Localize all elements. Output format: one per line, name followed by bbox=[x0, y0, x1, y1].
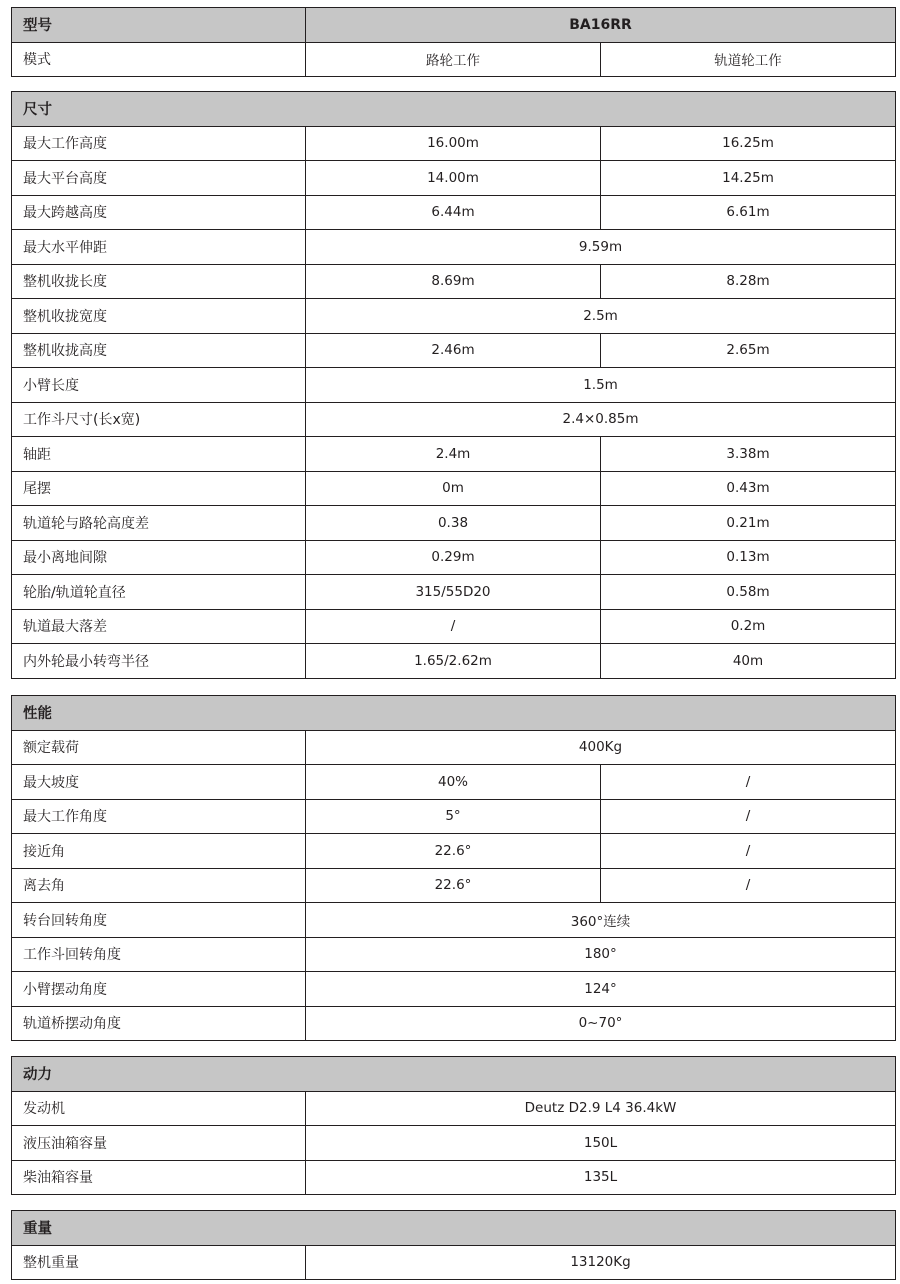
spec-row bbox=[12, 471, 896, 506]
spec-row bbox=[12, 368, 896, 403]
spec-value: 2.4×0.85m bbox=[306, 402, 896, 437]
spec-value: 1.5m bbox=[306, 368, 896, 403]
spec-row bbox=[12, 730, 896, 765]
spec-label: 转台回转角度 bbox=[12, 903, 306, 938]
spec-road-value: 6.44m bbox=[306, 195, 601, 230]
spec-label: 最大工作角度 bbox=[12, 799, 306, 834]
spec-value: 0~70° bbox=[306, 1006, 896, 1041]
spec-label: 小臂摆动角度 bbox=[12, 972, 306, 1007]
spec-road-value: 22.6° bbox=[306, 834, 601, 869]
spec-value: 150L bbox=[306, 1126, 896, 1161]
spec-label: 发动机 bbox=[12, 1091, 306, 1126]
performance-table bbox=[11, 695, 896, 1041]
spec-label: 最大水平伸距 bbox=[12, 230, 306, 265]
spec-value: 400Kg bbox=[306, 730, 896, 765]
spec-road-value: 0.38 bbox=[306, 506, 601, 541]
spec-value: Deutz D2.9 L4 36.4kW bbox=[306, 1091, 896, 1126]
section-title: 尺寸 bbox=[12, 92, 896, 127]
spec-row bbox=[12, 765, 896, 800]
spec-road-value: 5° bbox=[306, 799, 601, 834]
spec-row bbox=[12, 437, 896, 472]
spec-rail-value: 6.61m bbox=[601, 195, 896, 230]
spec-value: 124° bbox=[306, 972, 896, 1007]
spec-road-value: 0m bbox=[306, 471, 601, 506]
spec-value: 180° bbox=[306, 937, 896, 972]
spec-road-value: 40% bbox=[306, 765, 601, 800]
spec-label: 额定载荷 bbox=[12, 730, 306, 765]
spec-value: 9.59m bbox=[306, 230, 896, 265]
spec-row bbox=[12, 1126, 896, 1161]
spec-row bbox=[12, 402, 896, 437]
spec-row bbox=[12, 161, 896, 196]
model-table bbox=[11, 7, 896, 77]
spec-label: 尾摆 bbox=[12, 471, 306, 506]
spec-row bbox=[12, 1006, 896, 1041]
spec-label: 离去角 bbox=[12, 868, 306, 903]
spec-road-value: 315/55D20 bbox=[306, 575, 601, 610]
spec-road-value: 22.6° bbox=[306, 868, 601, 903]
spec-label: 轨道桥摆动角度 bbox=[12, 1006, 306, 1041]
spec-rail-value: 3.38m bbox=[601, 437, 896, 472]
spec-road-value: 0.29m bbox=[306, 540, 601, 575]
model-row bbox=[12, 8, 896, 43]
spec-row bbox=[12, 644, 896, 679]
spec-road-value: 2.4m bbox=[306, 437, 601, 472]
spec-rail-value: 40m bbox=[601, 644, 896, 679]
spec-row bbox=[12, 230, 896, 265]
spec-row bbox=[12, 126, 896, 161]
spec-label: 工作斗回转角度 bbox=[12, 937, 306, 972]
weight-table bbox=[11, 1210, 896, 1280]
spec-label: 接近角 bbox=[12, 834, 306, 869]
spec-label: 内外轮最小转弯半径 bbox=[12, 644, 306, 679]
section-header-row bbox=[12, 1057, 896, 1092]
spec-rail-value: / bbox=[601, 765, 896, 800]
spec-label: 轮胎/轨道轮直径 bbox=[12, 575, 306, 610]
spec-label: 柴油箱容量 bbox=[12, 1160, 306, 1195]
spec-value: 360°连续 bbox=[306, 903, 896, 938]
spec-road-value: 8.69m bbox=[306, 264, 601, 299]
section-header-row bbox=[12, 1211, 896, 1246]
section-title: 动力 bbox=[12, 1057, 896, 1092]
spec-row bbox=[12, 1091, 896, 1126]
spec-rail-value: 2.65m bbox=[601, 333, 896, 368]
spec-row bbox=[12, 799, 896, 834]
spec-row bbox=[12, 903, 896, 938]
spec-row bbox=[12, 972, 896, 1007]
spec-rail-value: / bbox=[601, 868, 896, 903]
spec-rail-value: 0.21m bbox=[601, 506, 896, 541]
spec-row bbox=[12, 1160, 896, 1195]
spec-road-value: 2.46m bbox=[306, 333, 601, 368]
spec-label: 轴距 bbox=[12, 437, 306, 472]
spec-row bbox=[12, 195, 896, 230]
spec-rail-value: 16.25m bbox=[601, 126, 896, 161]
section-title: 重量 bbox=[12, 1211, 896, 1246]
spec-row bbox=[12, 506, 896, 541]
section-title: 性能 bbox=[12, 696, 896, 731]
mode-label: 模式 bbox=[12, 42, 306, 77]
spec-label: 最大跨越高度 bbox=[12, 195, 306, 230]
spec-rail-value: 0.2m bbox=[601, 609, 896, 644]
spec-label: 轨道轮与路轮高度差 bbox=[12, 506, 306, 541]
spec-value: 13120Kg bbox=[306, 1245, 896, 1280]
mode-rail: 轨道轮工作 bbox=[601, 42, 896, 77]
spec-rail-value: 8.28m bbox=[601, 264, 896, 299]
spec-label: 工作斗尺寸(长x宽) bbox=[12, 402, 306, 437]
section-header-row bbox=[12, 92, 896, 127]
dimensions-table bbox=[11, 91, 896, 679]
spec-row bbox=[12, 868, 896, 903]
spec-row bbox=[12, 264, 896, 299]
spec-label: 液压油箱容量 bbox=[12, 1126, 306, 1161]
spec-rail-value: / bbox=[601, 834, 896, 869]
spec-rail-value: 14.25m bbox=[601, 161, 896, 196]
spec-label: 整机收拢宽度 bbox=[12, 299, 306, 334]
spec-row bbox=[12, 834, 896, 869]
section-header-row bbox=[12, 696, 896, 731]
spec-label: 小臂长度 bbox=[12, 368, 306, 403]
power-table bbox=[11, 1056, 896, 1195]
spec-value: 135L bbox=[306, 1160, 896, 1195]
spec-label: 最大工作高度 bbox=[12, 126, 306, 161]
spec-road-value: 16.00m bbox=[306, 126, 601, 161]
spec-label: 整机重量 bbox=[12, 1245, 306, 1280]
spec-row bbox=[12, 937, 896, 972]
spec-rail-value: / bbox=[601, 799, 896, 834]
spec-label: 最大平台高度 bbox=[12, 161, 306, 196]
model-label: 型号 bbox=[12, 8, 306, 43]
spec-row bbox=[12, 299, 896, 334]
mode-row bbox=[12, 42, 896, 77]
spec-label: 整机收拢高度 bbox=[12, 333, 306, 368]
mode-road: 路轮工作 bbox=[306, 42, 601, 77]
spec-row bbox=[12, 333, 896, 368]
spec-row bbox=[12, 609, 896, 644]
spec-road-value: / bbox=[306, 609, 601, 644]
spec-rail-value: 0.43m bbox=[601, 471, 896, 506]
spec-row bbox=[12, 575, 896, 610]
spec-road-value: 14.00m bbox=[306, 161, 601, 196]
spec-rail-value: 0.13m bbox=[601, 540, 896, 575]
spec-label: 最大坡度 bbox=[12, 765, 306, 800]
spec-row bbox=[12, 1245, 896, 1280]
spec-value: 2.5m bbox=[306, 299, 896, 334]
spec-row bbox=[12, 540, 896, 575]
spec-rail-value: 0.58m bbox=[601, 575, 896, 610]
spec-label: 整机收拢长度 bbox=[12, 264, 306, 299]
spec-road-value: 1.65/2.62m bbox=[306, 644, 601, 679]
spec-label: 轨道最大落差 bbox=[12, 609, 306, 644]
spec-label: 最小离地间隙 bbox=[12, 540, 306, 575]
model-value: BA16RR bbox=[306, 8, 896, 43]
